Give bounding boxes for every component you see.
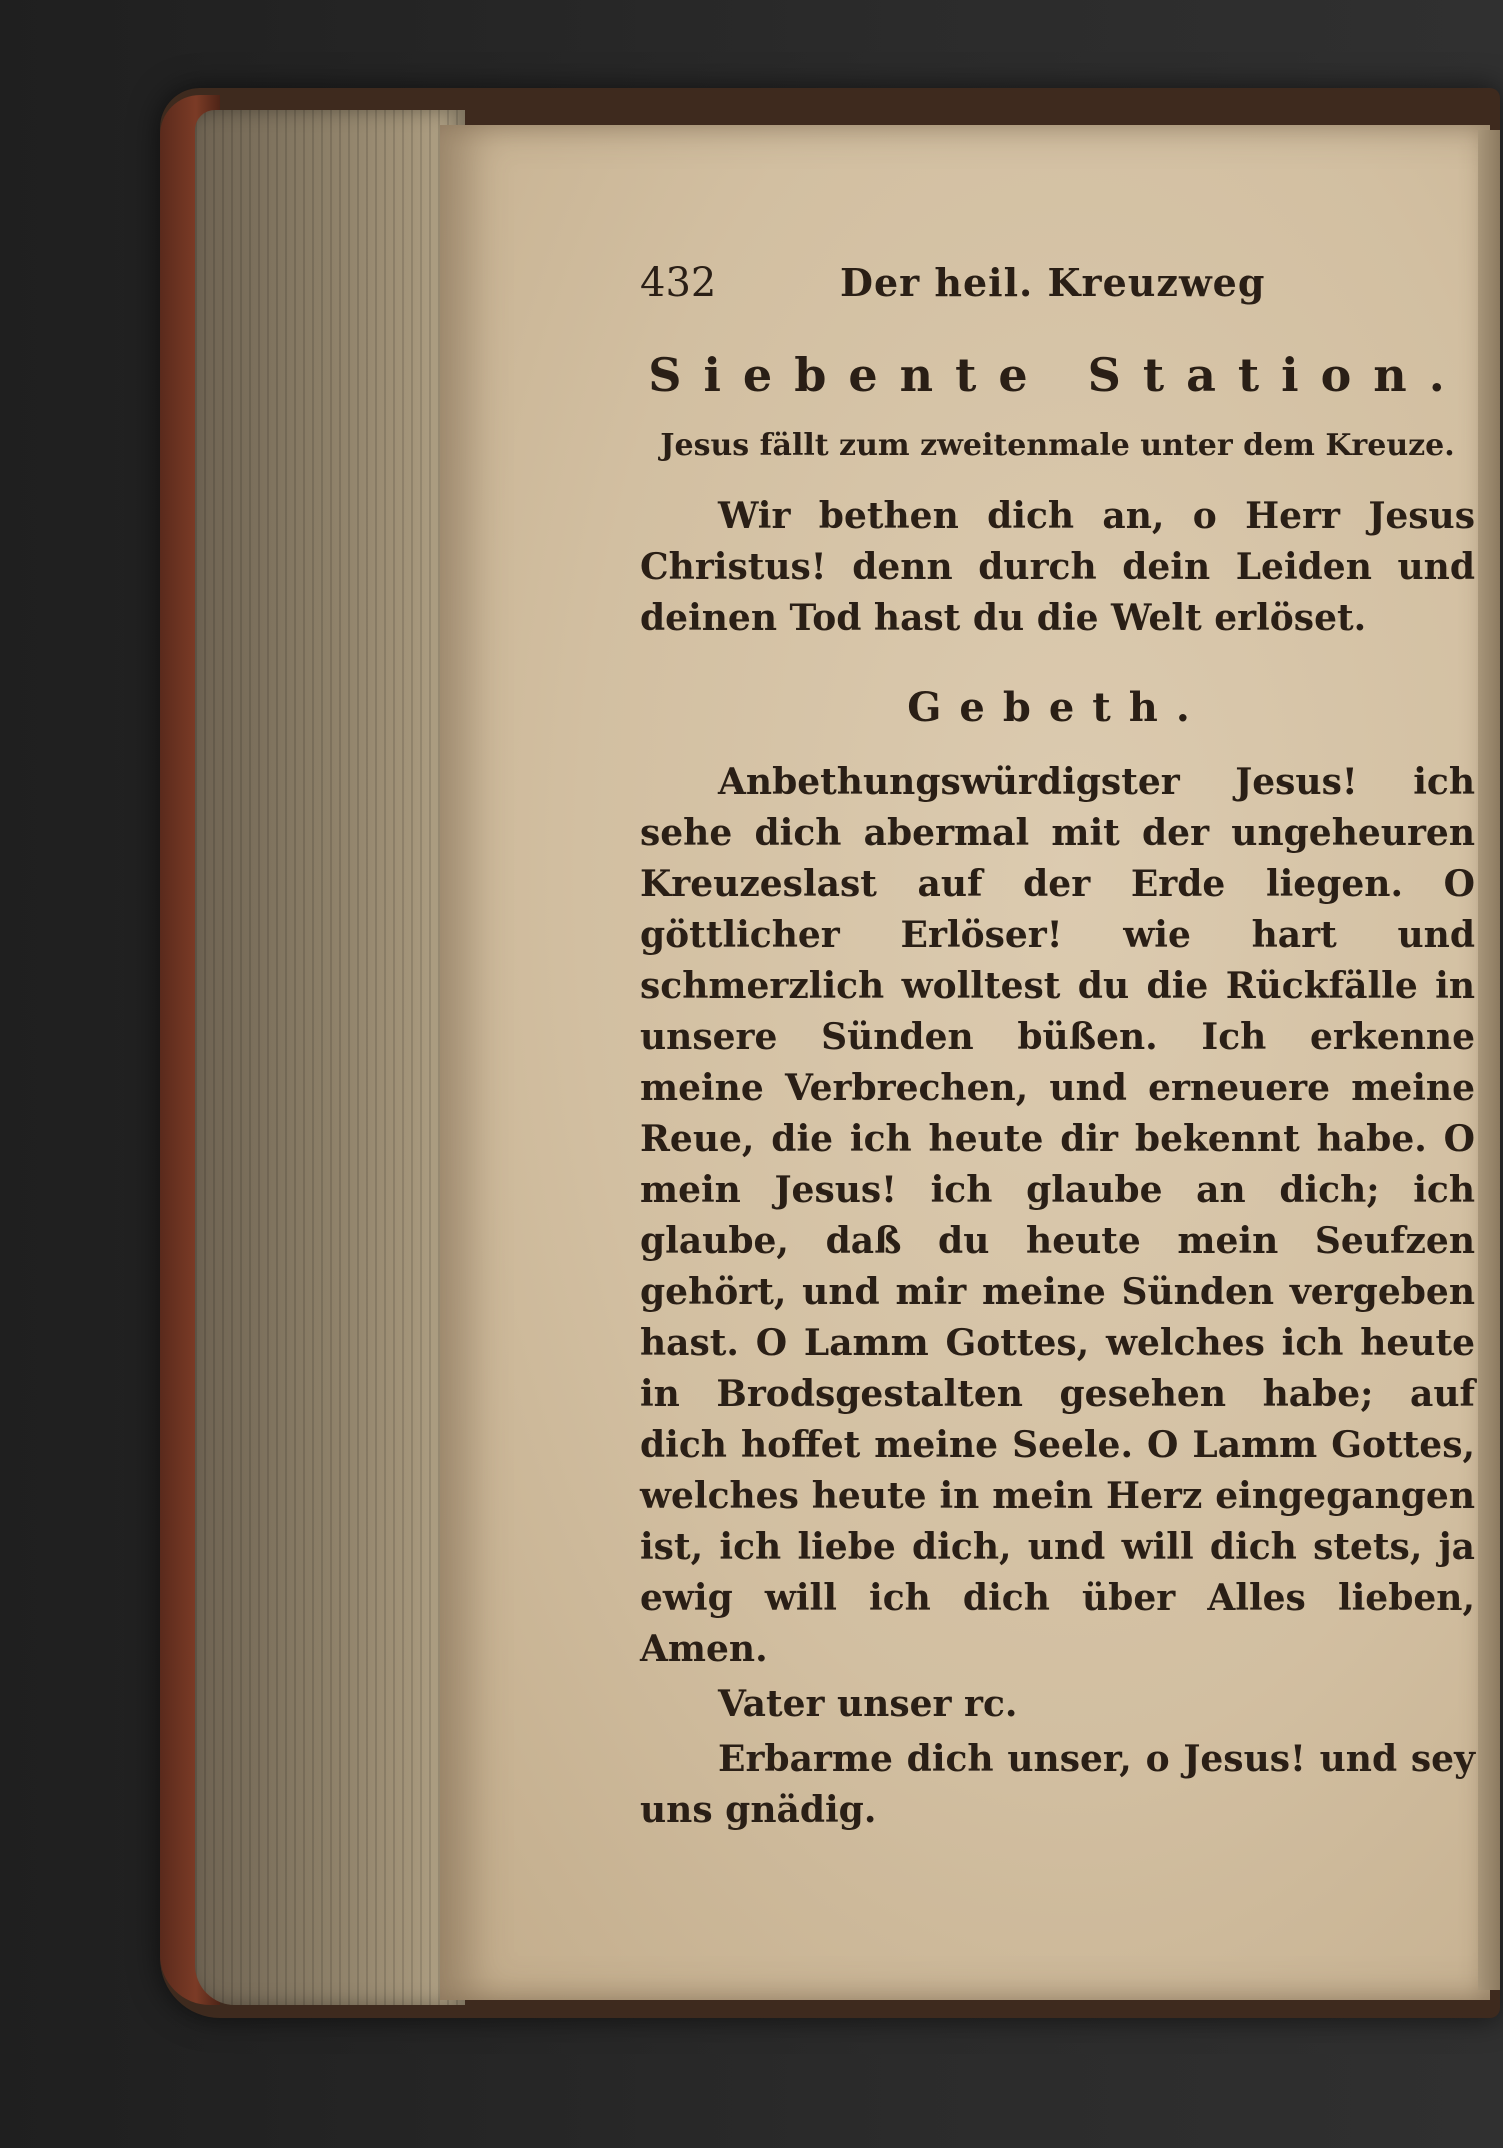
station-title: Siebente Station. bbox=[648, 348, 1467, 402]
closing-paragraph: Erbarme dich unser, o Jesus! und sey uns gnädig. bbox=[640, 1738, 1475, 1831]
running-head: Der heil. Kreuzweg bbox=[840, 260, 1266, 305]
page-number: 432 bbox=[640, 260, 717, 306]
vater-unser-line: Vater unser rc. bbox=[718, 1683, 1018, 1725]
station-subtitle: Jesus fällt zum zweitenmale unter dem Kreuze. bbox=[660, 428, 1455, 463]
invocation-paragraph: Wir bethen dich an, o Herr Jesus Christus! denn durch dein Leiden und deinen Tod hast du die Welt erlöset. bbox=[640, 495, 1475, 639]
page-edges-stack bbox=[195, 110, 465, 2005]
page-right-edge bbox=[1478, 130, 1500, 1990]
page-header bbox=[640, 260, 1475, 320]
page-text bbox=[640, 260, 1475, 1836]
prayer-heading: Gebeth. bbox=[907, 684, 1208, 731]
prayer-paragraph: Anbethungswürdigster Jesus! ich sehe dich abermal mit der ungeheuren Kreuzeslast auf der Erde liegen. O göttlicher Erlöser! wie hart und schmerzlich wolltest du die Rückfälle in unsere Sünden büßen. Ich erkenne meine Verbrechen, und erneuere meine Reue, die ich heute dir bekennt habe. O mein Jesus! ich glaube an dich; ich glaube, daß du heute mein Seufzen gehört, und mir meine Sünden vergeben hast. O Lamm Gottes, welches ich heute in Brodsgestalten gesehen habe; auf dich hoffet meine Seele. O Lamm Gottes, welches heute in mein Herz eingegangen ist, ich liebe dich, und will dich stets, ja ewig will ich dich über Alles lieben, Amen. bbox=[640, 761, 1475, 1670]
